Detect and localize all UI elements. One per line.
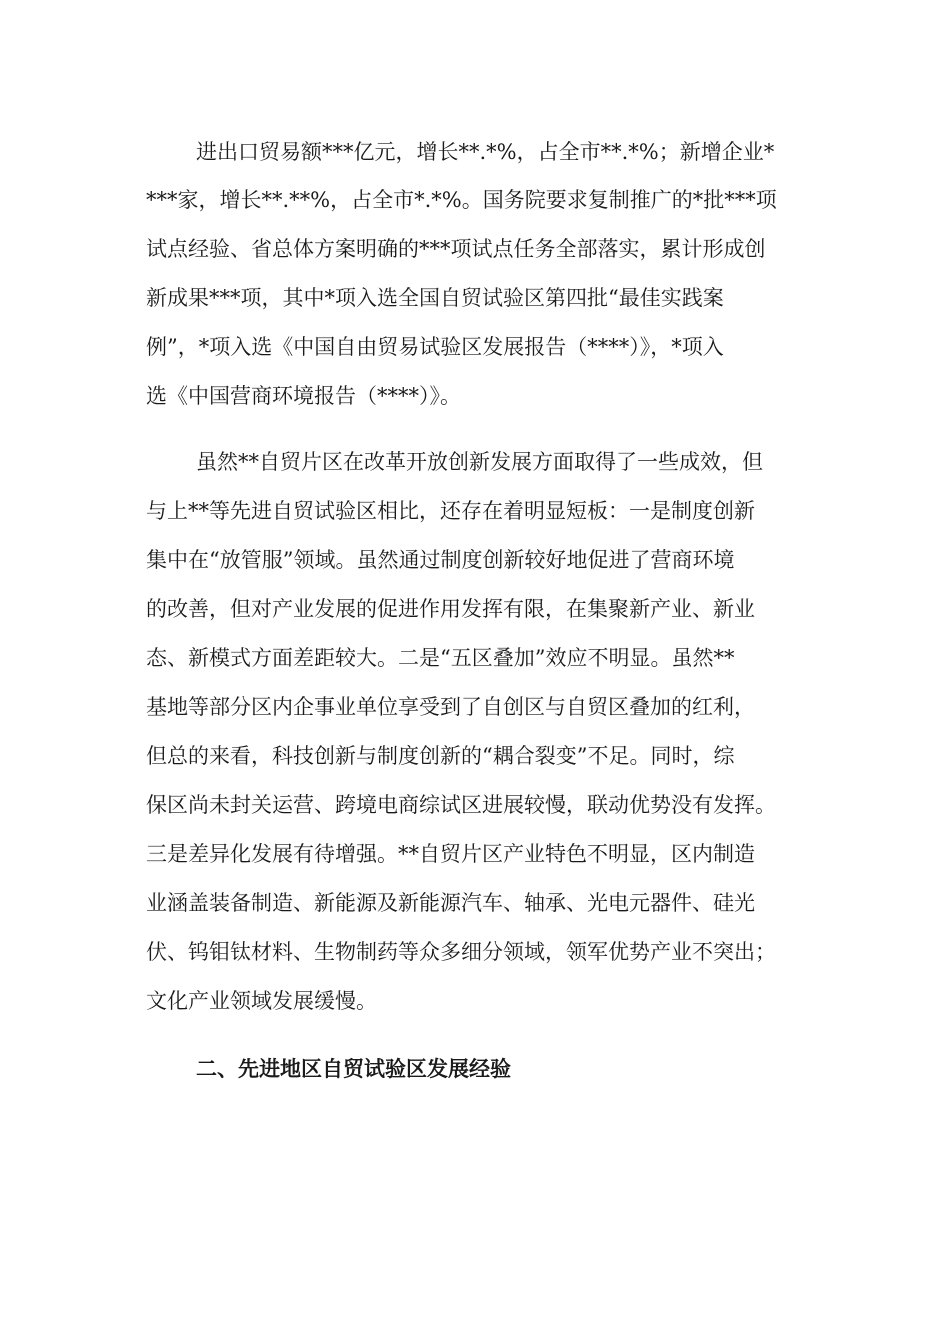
paragraph2-line: 文化产业领域发展缓慢。 [146,989,377,1013]
paragraph1-line: 试点经验、省总体方案明确的***项试点任务全部落实，累计形成创 [146,237,766,261]
paragraph2-line: 与上**等先进自贸试验区相比，还存在着明显短板：一是制度创新 [146,499,755,523]
paragraph2-line: 基地等部分区内企事业单位享受到了自创区与自贸区叠加的红利， [146,695,755,719]
paragraph2-line: 伏、钨钼钛材料、生物制药等众多细分领域，领军优势产业不突出； [146,940,776,964]
paragraph1-line: 新成果***项，其中*项入选全国自贸试验区第四批“最佳实践案 [146,286,724,310]
paragraph2-line: 虽然**自贸片区在改革开放创新发展方面取得了一些成效，但 [196,450,763,474]
paragraph1-line: 进出口贸易额***亿元，增长**.*%，占全市**.*%；新增企业* [196,140,775,164]
paragraph2-line: 集中在“放管服”领域。虽然通过制度创新较好地促进了营商环境 [146,548,735,572]
paragraph2-line: 业涵盖装备制造、新能源及新能源汽车、轴承、光电元器件、硅光 [146,891,755,915]
paragraph1-line: ***家，增长**.**%，占全市*.*%。国务院要求复制推广的*批***项 [146,188,777,212]
paragraph2-line: 但总的来看，科技创新与制度创新的“耦合裂变”不足。同时，综 [146,744,735,768]
paragraph1-line: 例”，*项入选《中国自由贸易试验区发展报告（****）》，*项入 [146,335,724,359]
section-heading: 二、先进地区自贸试验区发展经验 [196,1057,511,1081]
paragraph1-line: 选《中国营商环境报告（****）》。 [146,384,461,408]
paragraph2-line: 三是差异化发展有待增强。**自贸片区产业特色不明显，区内制造 [146,842,755,866]
paragraph2-line: 的改善，但对产业发展的促进作用发挥有限，在集聚新产业、新业 [146,597,755,621]
paragraph2-line: 保区尚未封关运营、跨境电商综试区进展较慢，联动优势没有发挥。 [146,793,776,817]
paragraph2-line: 态、新模式方面差距较大。二是“五区叠加”效应不明显。虽然** [146,646,735,670]
